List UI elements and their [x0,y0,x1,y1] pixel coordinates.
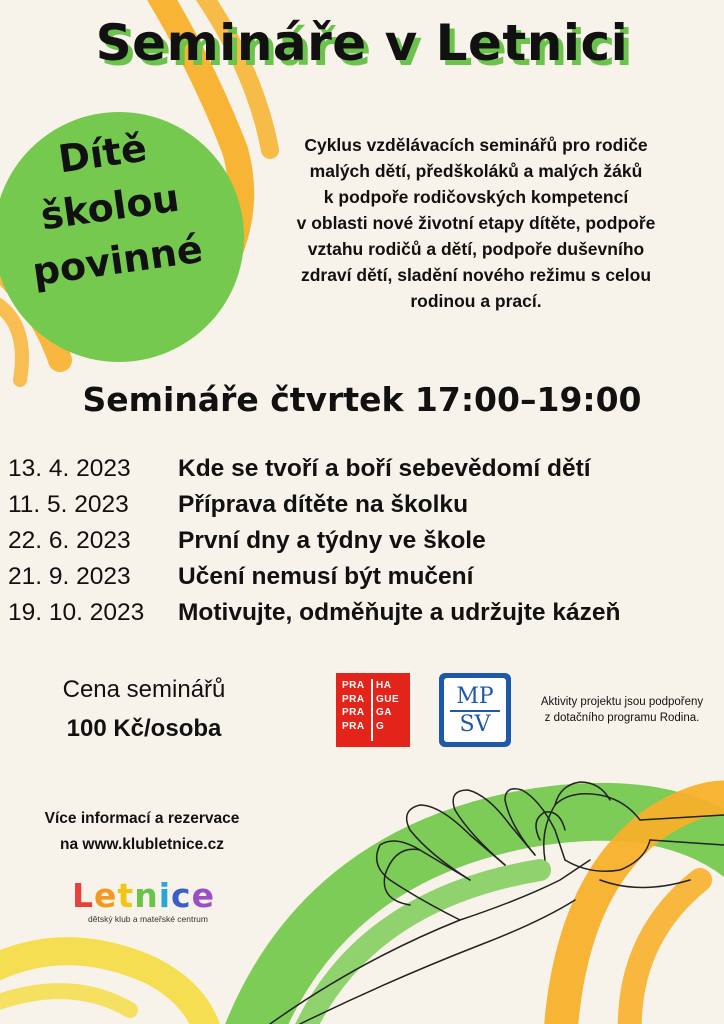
price-label: Cena seminářů [62,676,226,703]
praha-logo-text: PRA [342,693,365,705]
contact-line: na www.klubletnice.cz [60,836,224,853]
schedule-row [8,487,720,523]
mpsv-logo-text: SV [459,712,491,737]
logo-letter: e [191,876,215,915]
schedule-topic: První dny a týdny ve škole [178,527,486,554]
schedule-list [8,451,720,631]
logo-letter: i [158,876,172,915]
praha-logo-text: PRA [342,680,365,691]
logo-letter: t [117,876,135,915]
schedule-date: 22. 6. 2023 [8,527,131,554]
intro-line: v oblasti nové životní etapy dítěte, podpoře [296,213,656,233]
contact-line: Více informací a rezervace [44,810,240,827]
praha-logo-text: HA [376,680,392,691]
logo-letter: L [72,876,95,915]
mpsv-logo-text: MP [456,684,494,709]
praha-logo-text: PRA [342,720,365,732]
schedule-row [8,595,720,631]
intro-line: vztahu rodičů a dětí, podpoře duševního [307,239,645,259]
praha-logo-text: GA [376,707,392,718]
praha-logo-text: PRA [342,707,365,718]
support-line: z dotačního programu Rodina. [544,712,700,724]
intro-line: zdraví dětí, sladění nového režimu s celou [300,265,652,285]
letnice-logo [72,876,215,915]
praha-logo [336,673,410,747]
badge-line-2: školou [38,175,182,239]
schedule-row [8,559,720,595]
badge-line-1: Dítě [55,125,150,182]
support-note [524,694,720,726]
praha-logo-text: GUE [376,693,400,705]
intro-paragraph [248,132,704,314]
logo-letter: e [94,876,118,915]
intro-line: rodinou a prací. [410,291,542,311]
schedule-row [8,451,720,487]
intro-line: k podpoře rodičovských kompetencí [323,187,629,207]
mpsv-logo [439,673,511,747]
schedule-date: 11. 5. 2023 [8,491,129,518]
schedule-date: 21. 9. 2023 [8,563,131,590]
price-value: 100 Kč/osoba [66,715,222,742]
badge-line-3: povinné [29,226,206,295]
schedule-date: 13. 4. 2023 [8,455,131,482]
contact-info [16,806,268,858]
schedule-topic: Učení nemusí být mučení [178,563,474,590]
page-title: Semináře v Letnici [95,14,629,72]
logo-letter: n [134,876,159,915]
schedule-row [8,523,720,559]
schedule-date: 19. 10. 2023 [8,599,145,626]
praha-logo-text: G [376,720,385,732]
logo-subtitle: dětský klub a mateřské centrum [88,914,208,924]
schedule-topic: Motivujte, odměňujte a udržujte kázeň [178,599,621,626]
schedule-topic: Příprava dítěte na školku [178,491,469,518]
logo-letter: c [171,876,192,915]
badge-text [0,113,220,301]
support-line: Aktivity projektu jsou podpořeny [540,696,704,708]
schedule-heading: Semináře čtvrtek 17:00–19:00 [82,380,642,419]
intro-line: malých dětí, předškoláků a malých žáků [309,161,643,181]
schedule-topic: Kde se tvoří a boří sebevědomí dětí [178,455,591,482]
intro-line: Cyklus vzdělávacích seminářů pro rodiče [304,135,648,155]
